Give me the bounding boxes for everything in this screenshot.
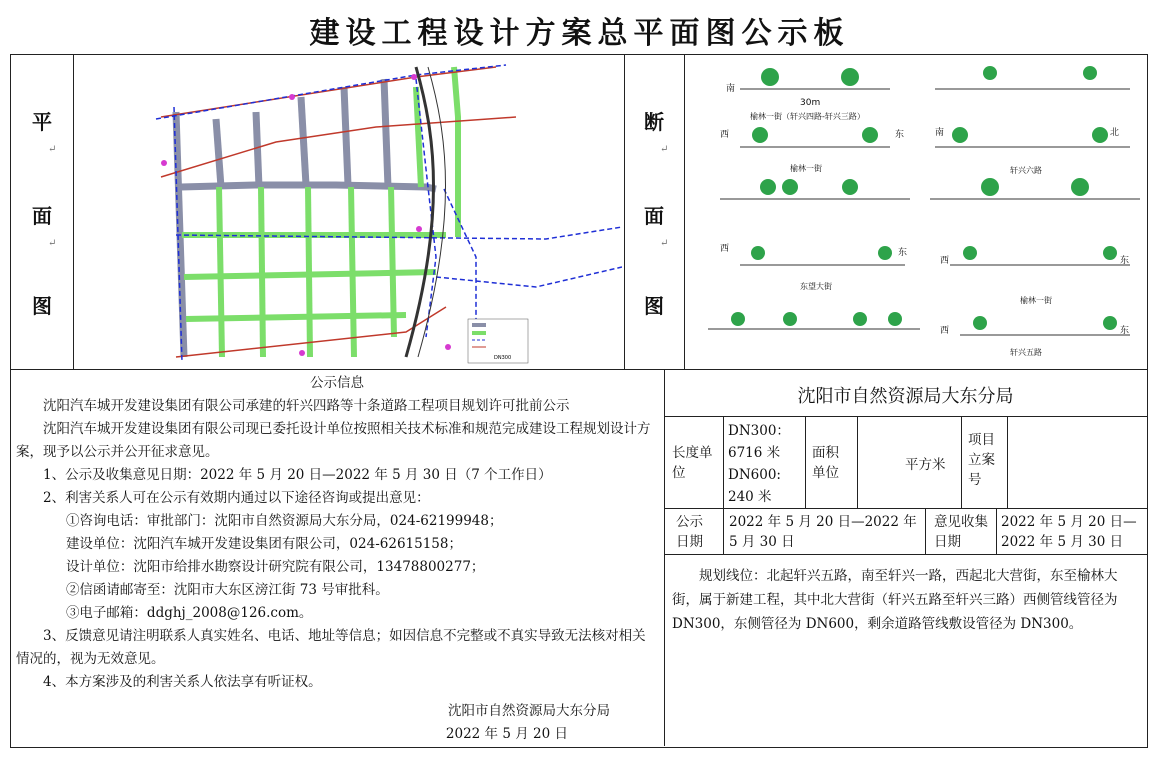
notice-heading: 公示信息 bbox=[310, 375, 364, 391]
svg-text:南: 南 bbox=[726, 84, 736, 94]
svg-text:西: 西 bbox=[720, 130, 730, 140]
pub-date-value: 2022 年 5 月 20 日—2022 年 5 月 30 日 bbox=[729, 514, 917, 550]
section-3 bbox=[720, 127, 904, 173]
notice-p9: ③电子邮箱：ddghj_2008@126.com。 bbox=[65, 605, 313, 621]
notice-p5: ①咨询电话：审批部门：沈阳市自然资源局大东分局，024-62199948； bbox=[65, 513, 503, 529]
section-label: 断 ↵ 面 ↵ 图 bbox=[644, 110, 669, 318]
svg-text:南: 南 bbox=[935, 128, 945, 138]
notice-block bbox=[16, 372, 658, 746]
svg-text:东: 东 bbox=[1120, 326, 1130, 336]
section-8 bbox=[940, 246, 1130, 305]
section-2 bbox=[935, 66, 1130, 89]
svg-text:榆林一街: 榆林一街 bbox=[1020, 296, 1052, 305]
notice-p4: 2、利害关系人可在公示有效期内通过以下途径咨询或提出意见： bbox=[43, 490, 430, 506]
plan-label: 平 ↵ 面 ↵ 图 bbox=[32, 110, 57, 318]
agency-name: 沈阳市自然资源局大东分局 bbox=[797, 386, 1014, 407]
svg-text:东: 东 bbox=[895, 130, 905, 140]
notice-p3: 1、公示及收集意见日期：2022 年 5 月 20 日—2022 年 5 月 30 日（7 个工作日） bbox=[43, 467, 552, 483]
svg-text:西: 西 bbox=[940, 326, 950, 336]
cross-section-drawings bbox=[690, 57, 1142, 367]
site-plan-map bbox=[76, 57, 622, 367]
area-label: 面积单位 bbox=[812, 445, 839, 481]
route-description: 规划线位：北起轩兴五路，南至轩兴一路，西起北大营街，东至榆林大街，属于新建工程，其中北大营街（轩兴五路至轩兴三路）西侧管线管径为 DN300，东侧管径为 DN600，剩余道路管线敷设管径为 DN300。 bbox=[672, 568, 1118, 632]
notice-p11: 4、本方案涉及的利害关系人依法享有听证权。 bbox=[43, 674, 322, 690]
svg-text:轩兴六路: 轩兴六路 bbox=[1010, 166, 1042, 175]
section-6 bbox=[930, 178, 1140, 199]
notice-sign-org: 沈阳市自然资源局大东分局 bbox=[448, 703, 610, 719]
length-value: DN300： 6716 米 DN600: 240 米 bbox=[728, 423, 790, 505]
svg-text:北: 北 bbox=[1110, 128, 1120, 138]
notice-p8: ②信函请邮寄至：沈阳市大东区滂江街 73 号审批科。 bbox=[65, 582, 389, 598]
notice-p2: 沈阳汽车城开发建设集团有限公司现已委托设计单位按照相关技术标准和规范完成建设工程规划设计方案，现予以公示并公开征求意见。 bbox=[16, 421, 651, 460]
svg-text:轩兴五路: 轩兴五路 bbox=[1010, 348, 1042, 357]
notice-p6: 建设单位：沈阳汽车城开发建设集团有限公司，024-62615158； bbox=[65, 536, 462, 552]
collect-date-value: 2022 年 5 月 20 日—2022 年 5 月 30 日 bbox=[1001, 514, 1137, 550]
svg-text:东: 东 bbox=[898, 248, 908, 258]
page-title: 建设工程设计方案总平面图公示板 bbox=[309, 16, 850, 51]
svg-text:榆林一街: 榆林一街 bbox=[790, 164, 822, 173]
section-10 bbox=[940, 316, 1130, 357]
section-1 bbox=[726, 68, 890, 121]
collect-date-label: 意见收集日期 bbox=[934, 514, 988, 550]
project-label: 项目立案号 bbox=[968, 432, 995, 488]
svg-text:DN300: DN300 bbox=[494, 355, 512, 361]
svg-text:东: 东 bbox=[1120, 256, 1130, 266]
svg-text:30m: 30m bbox=[800, 98, 821, 108]
notice-p1: 沈阳汽车城开发建设集团有限公司承建的轩兴四路等十条道路工程项目规划许可批前公示 bbox=[43, 398, 570, 414]
section-9 bbox=[708, 312, 920, 329]
length-label: 长度单位 bbox=[672, 445, 713, 481]
section-5 bbox=[720, 179, 910, 199]
svg-text:榆林一街（轩兴四路-轩兴三路）: 榆林一街（轩兴四路-轩兴三路） bbox=[750, 112, 865, 121]
area-value: 平方米 bbox=[905, 457, 946, 473]
section-4 bbox=[935, 126, 1130, 175]
notice-sign-date: 2022 年 5 月 20 日 bbox=[445, 726, 568, 742]
notice-p7: 设计单位：沈阳市给排水勘察设计研究院有限公司，13478800277； bbox=[65, 559, 485, 575]
svg-text:西: 西 bbox=[720, 244, 730, 254]
pub-date-label: 公示日期 bbox=[676, 514, 703, 550]
map-legend bbox=[468, 319, 528, 363]
svg-text:东望大街: 东望大街 bbox=[800, 282, 832, 291]
svg-text:西: 西 bbox=[940, 256, 950, 266]
notice-p10: 3、反馈意见请注明联系人真实姓名、电话、地址等信息；如因信息不完整或不真实导致无法核对相关情况的，视为无效意见。 bbox=[16, 628, 646, 667]
section-7 bbox=[720, 243, 907, 291]
